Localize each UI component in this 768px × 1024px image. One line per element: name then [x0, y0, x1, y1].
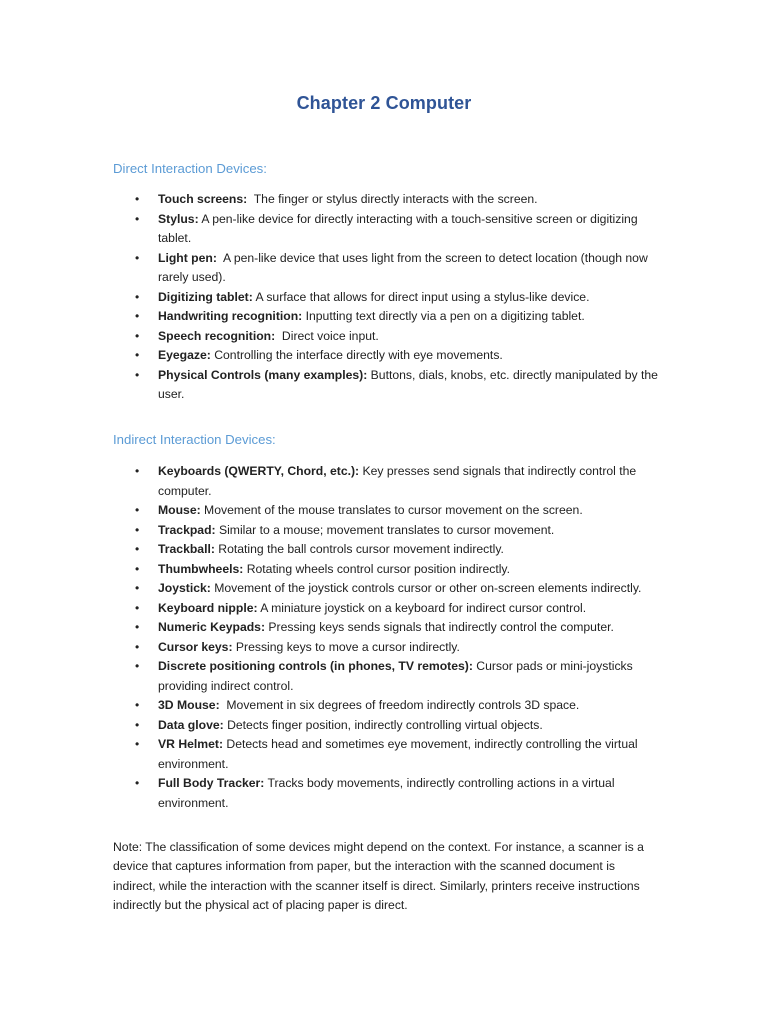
direct-devices-list	[113, 190, 663, 405]
bullet-icon: •	[135, 348, 140, 362]
item-term: Eyegaze:	[158, 348, 211, 362]
item-term: Speech recognition:	[158, 328, 276, 343]
item-term: Physical Controls (many examples):	[158, 367, 368, 382]
item-description: Similar to a mouse; movement translates to cursor movement.	[215, 522, 555, 537]
bullet-icon: •	[135, 542, 140, 556]
list-item	[113, 346, 663, 366]
section-heading-indirect: Indirect Interaction Devices:	[113, 432, 276, 447]
list-item	[113, 696, 663, 716]
item-term: Light pen:	[158, 250, 217, 265]
item-description: Controlling the interface directly with eye movements.	[210, 348, 503, 362]
bullet-icon: •	[135, 464, 140, 478]
bullet-icon: •	[135, 289, 140, 304]
list-item	[113, 735, 663, 774]
list-item	[113, 210, 663, 249]
item-description: The finger or stylus directly interacts with the screen.	[247, 192, 538, 206]
item-term: Data glove:	[158, 717, 224, 732]
item-term: Digitizing tablet:	[158, 289, 253, 304]
item-term: Joystick:	[158, 581, 211, 595]
bullet-icon: •	[135, 522, 140, 537]
item-description: A pen-like device for directly interacting with a touch-sensitive screen or digitizing tablet.	[158, 211, 641, 245]
bullet-icon: •	[135, 367, 140, 382]
item-description: Rotating the ball controls cursor movement indirectly.	[214, 542, 504, 556]
item-term: Keyboard nipple:	[158, 600, 258, 615]
item-term: Keyboards (QWERTY, Chord, etc.):	[158, 464, 360, 478]
list-item	[113, 618, 663, 638]
bullet-icon: •	[135, 737, 140, 751]
item-description: Movement in six degrees of freedom indirectly controls 3D space.	[219, 698, 580, 712]
item-term: Trackball:	[158, 542, 215, 556]
item-term: Stylus:	[158, 211, 199, 226]
item-term: VR Helmet:	[158, 737, 224, 751]
bullet-icon: •	[135, 659, 140, 673]
section-heading-direct: Direct Interaction Devices:	[113, 161, 267, 176]
indirect-devices-list	[113, 462, 663, 813]
list-item	[113, 288, 663, 308]
list-item	[113, 190, 663, 210]
item-description: Rotating wheels control cursor position indirectly.	[243, 561, 510, 576]
item-description: Pressing keys to move a cursor indirectly.	[232, 639, 460, 654]
item-term: Thumbwheels:	[158, 561, 244, 576]
list-item	[113, 249, 663, 288]
list-item	[113, 774, 663, 813]
item-description: Movement of the joystick controls cursor or other on-screen elements indirectly.	[210, 581, 642, 595]
item-term: Mouse:	[158, 503, 201, 517]
item-term: Trackpad:	[158, 522, 216, 537]
list-item	[113, 540, 663, 560]
bullet-icon: •	[135, 717, 140, 732]
list-item	[113, 599, 663, 619]
bullet-icon: •	[135, 620, 140, 634]
item-description: Tracks body movements, indirectly controlling actions in a virtual environment.	[158, 776, 618, 810]
bullet-icon: •	[135, 192, 140, 206]
bullet-icon: •	[135, 250, 140, 265]
item-term: Discrete positioning controls (in phones, TV remotes):	[158, 659, 473, 673]
bullet-icon: •	[135, 211, 140, 226]
item-term: Cursor keys:	[158, 639, 233, 654]
list-item	[113, 657, 663, 696]
item-term: 3D Mouse:	[158, 698, 220, 712]
note-paragraph: Note: The classification of some devices might depend on the context. For instance, a scanner is a device that captures information from paper, but the interaction with the scanned document is indirect, while the interaction with the scanner itself is direct. Similarly, printers receive instructions indirectly but the physical act of placing paper is direct.	[113, 840, 644, 913]
list-item	[113, 521, 663, 541]
bullet-icon: •	[135, 581, 140, 595]
bullet-icon: •	[135, 600, 140, 615]
item-description: Movement of the mouse translates to cursor movement on the screen.	[200, 503, 583, 517]
item-description: A miniature joystick on a keyboard for indirect cursor control.	[257, 600, 587, 615]
list-item	[113, 366, 663, 405]
list-item	[113, 327, 663, 347]
item-description: Pressing keys sends signals that indirectly control the computer.	[265, 620, 614, 634]
item-term: Handwriting recognition:	[158, 309, 303, 323]
item-term: Full Body Tracker:	[158, 776, 265, 790]
list-item	[113, 462, 663, 501]
item-description: Key presses send signals that indirectly control the computer.	[158, 464, 640, 498]
bullet-icon: •	[135, 503, 140, 517]
item-description: A surface that allows for direct input using a stylus-like device.	[252, 289, 590, 304]
item-description: Direct voice input.	[275, 328, 379, 343]
list-item	[113, 560, 663, 580]
item-description: Inputting text directly via a pen on a digitizing tablet.	[302, 309, 585, 323]
list-item	[113, 716, 663, 736]
bullet-icon: •	[135, 309, 140, 323]
list-item	[113, 579, 663, 599]
bullet-icon: •	[135, 328, 140, 343]
bullet-icon: •	[135, 561, 140, 576]
item-description: Cursor pads or mini-joysticks providing indirect control.	[158, 659, 637, 693]
item-description: Buttons, dials, knobs, etc. directly manipulated by the user.	[158, 367, 662, 401]
item-term: Touch screens:	[158, 192, 248, 206]
item-term: Numeric Keypads:	[158, 620, 266, 634]
item-description: Detects finger position, indirectly controlling virtual objects.	[223, 717, 543, 732]
item-description: A pen-like device that uses light from the screen to detect location (though now rarely used).	[158, 250, 652, 284]
list-item	[113, 501, 663, 521]
page-title: Chapter 2 Computer	[296, 93, 472, 113]
list-item	[113, 307, 663, 327]
bullet-icon: •	[135, 776, 140, 790]
item-description: Detects head and sometimes eye movement, indirectly controlling the virtual environment.	[158, 737, 641, 771]
bullet-icon: •	[135, 639, 140, 654]
bullet-icon: •	[135, 698, 140, 712]
list-item	[113, 638, 663, 658]
